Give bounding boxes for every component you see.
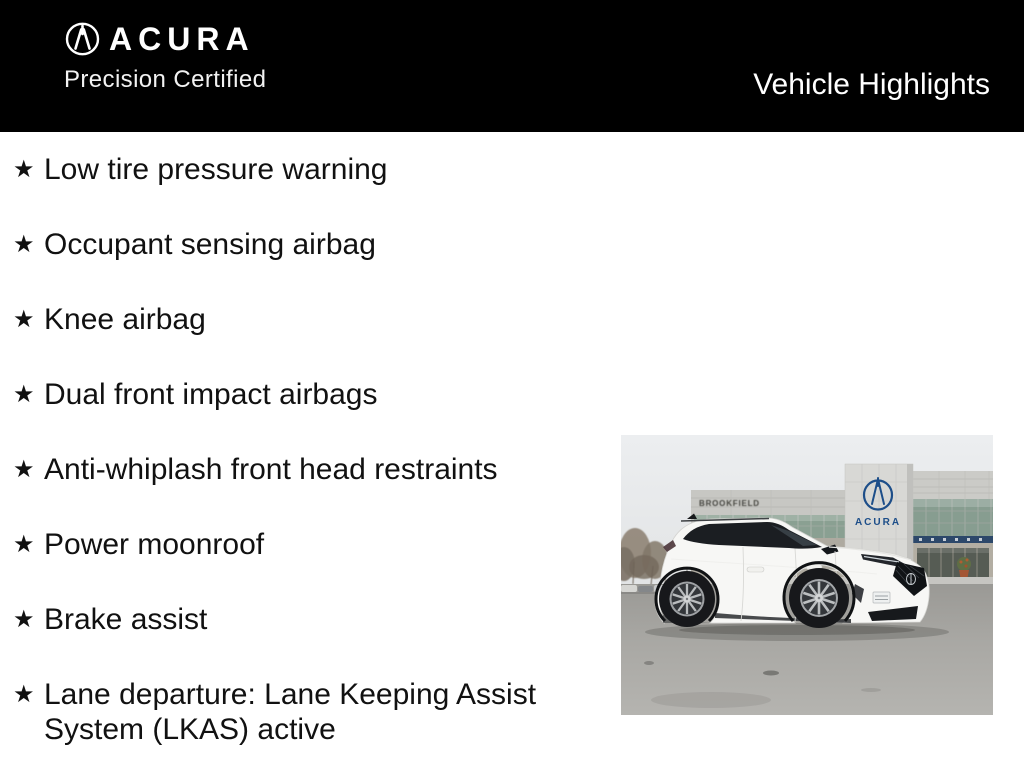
list-item-label: Lane departure: Lane Keeping Assist System (LKAS) active <box>44 678 537 746</box>
star-bullet-icon: ★ <box>13 606 35 633</box>
acura-wordmark: ACURA <box>109 21 255 57</box>
dealership-building-right <box>913 471 993 581</box>
list-item-label: Occupant sensing airbag <box>44 228 376 261</box>
door-handle <box>747 567 764 572</box>
star-bullet-icon: ★ <box>13 231 35 258</box>
list-item-label: Brake assist <box>44 603 208 636</box>
star-bullet-icon: ★ <box>13 681 35 708</box>
front-wheel <box>789 568 849 628</box>
building-sign-text: BROOKFIELD <box>699 499 760 508</box>
highlights-section <box>0 132 1024 768</box>
vehicle-photo <box>621 435 993 715</box>
star-bullet-icon: ★ <box>13 156 35 183</box>
list-item-label: Dual front impact airbags <box>44 378 378 411</box>
page-title: Vehicle Highlights <box>753 68 990 102</box>
pylon-wordmark: ACURA <box>854 517 902 528</box>
list-item-label: Power moonroof <box>44 528 265 561</box>
acura-brand-logo <box>64 21 266 94</box>
list-item <box>13 227 1024 262</box>
brand-tagline: Precision Certified <box>64 66 267 93</box>
car-shadow-core <box>679 625 915 635</box>
dealer-plate <box>873 592 890 603</box>
acura-caliper-icon <box>64 22 101 56</box>
star-bullet-icon: ★ <box>13 306 35 333</box>
rear-wheel <box>659 571 715 627</box>
list-item-label: Knee airbag <box>44 303 206 336</box>
dealership-scene <box>621 435 993 715</box>
list-item <box>13 377 1024 412</box>
header-bar <box>0 0 1024 132</box>
list-item-label: Low tire pressure warning <box>44 153 388 186</box>
star-bullet-icon: ★ <box>13 381 35 408</box>
list-item <box>13 152 1024 187</box>
star-bullet-icon: ★ <box>13 531 35 558</box>
star-bullet-icon: ★ <box>13 456 35 483</box>
list-item-label: Anti-whiplash front head restraints <box>44 453 498 486</box>
list-item <box>13 302 1024 337</box>
